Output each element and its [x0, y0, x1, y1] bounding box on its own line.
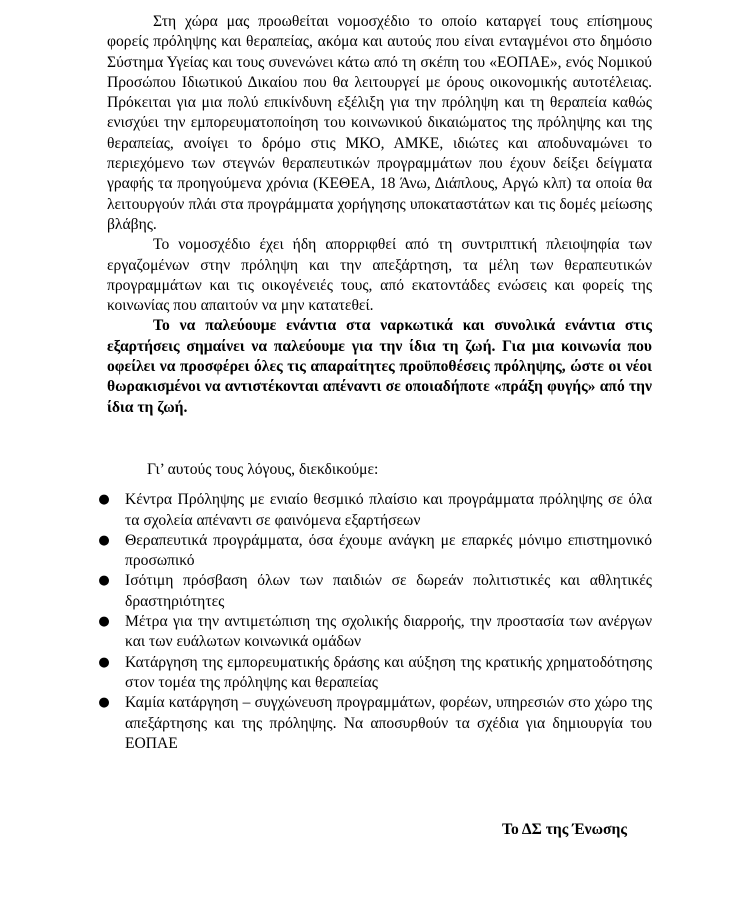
list-item [98, 571, 652, 612]
bullet-icon: ● [98, 532, 110, 548]
bullet-icon: ● [98, 492, 110, 508]
list-item-text: Κατάργηση της εμπορευματικής δράσης και αύξηση της κρατικής χρηματοδότησης στον τομέα της πρόληψης και θεραπείας [125, 653, 652, 691]
list-item-text: Καμία κατάργηση – συγχώνευση προγραμμάτων, φορέων, υπηρεσιών στο χώρο της απεξάρτησης και της πρόληψης. Να αποσυρθούν τα σχέδια για δημιουργία του ΕΟΠΑΕ [125, 694, 652, 752]
paragraph-intro: Στη χώρα μας προωθείται νομοσχέδιο το οποίο καταργεί τους επίσημους φορείς πρόληψης και θεραπείας, ακόμα και αυτούς που είναι ενταγμένοι στο δημόσιο Σύστημα Υγείας και τους συνενώνει κάτω από τη σκέπη του «ΕΟΠΑΕ», ενός Νομικού Προσώπου Ιδιωτικού Δικαίου που θα λειτουργεί με όρους οικονομικής αυτοτέλειας. Πρόκειται για μια πολύ επικίνδυνη εξέλιξη για την πρόληψη και τη θεραπεία καθώς ενισχύει την εμπορευματοποίηση του κοινωνικού δικαιώματος της πρόληψης και της θεραπείας, ανοίγει το δρόμο στις ΜΚΟ, ΑΜΚΕ, ιδιώτες και αποδυναμώνει το περιεχόμενο των στεγνών θεραπευτικών προγραμμάτων που έχουν δείξει δείγματα γραφής τα προηγούμενα χρόνια (ΚΕΘΕΑ, 18 Άνω, Διάπλους, Αργώ κλπ) τα οποία θα λειτουργούν πλάι στα προγράμματα χορήγησης υποκαταστάτων και τις δομές μείωσης βλάβης. [107, 13, 652, 233]
bullet-icon: ● [98, 573, 110, 589]
list-item [98, 612, 652, 653]
bullet-icon: ● [98, 695, 110, 711]
claims-intro: Γι’ αυτούς τους λόγους, διεκδικούμε: [147, 460, 379, 478]
claims-list [98, 490, 652, 754]
list-item [98, 490, 652, 531]
document-body [98, 12, 652, 754]
list-item [98, 653, 652, 694]
paragraph-rejection: Το νομοσχέδιο έχει ήδη απορριφθεί από τη συντριπτική πλειοψηφία των εργαζομένων στην πρόληψη και την απεξάρτηση, τα μέλη των θεραπευτικών προγραμμάτων και τις οικογένειές τους, από εκατοντάδες ενώσεις και φορείς της κοινωνίας που απαιτούν να μην κατατεθεί. [107, 236, 652, 315]
bullet-icon: ● [98, 614, 110, 630]
list-item-text: Μέτρα για την αντιμετώπιση της σχολικής διαρροής, την προστασία των ανέργων και των ευάλωτων κοινωνικά ομάδων [125, 613, 652, 651]
signature: Το ΔΣ της Ένωσης [502, 821, 627, 838]
list-item [98, 693, 652, 754]
list-item-text: Κέντρα Πρόληψης με ενιαίο θεσμικό πλαίσιο και προγράμματα πρόληψης σε όλα τα σχολεία απέναντι σε φαινόμενα εξαρτήσεων [125, 491, 652, 529]
list-item-text: Ισότιμη πρόσβαση όλων των παιδιών σε δωρεάν πολιτιστικές και αθλητικές δραστηριότητες [125, 572, 652, 610]
bullet-icon: ● [98, 654, 110, 670]
list-item [98, 531, 652, 572]
list-item-text: Θεραπευτικά προγράμματα, όσα έχουμε ανάγκη με επαρκές μόνιμο επιστημονικό προσωπικό [125, 531, 652, 570]
paragraph-statement: Το να παλεύουμε ενάντια στα ναρκωτικά και συνολικά ενάντια στις εξαρτήσεις σημαίνει να παλεύουμε για την ίδια τη ζωή. Για μια κοινωνία που οφείλει να προσφέρει όλες τις απαραίτητες προϋποθέσεις πρόληψης, ώστε οι νέοι θωρακισμένοι να αντιστέκονται απέναντι σε οποιαδήποτε «πράξη φυγής» από την ίδια τη ζωή. [107, 317, 652, 416]
